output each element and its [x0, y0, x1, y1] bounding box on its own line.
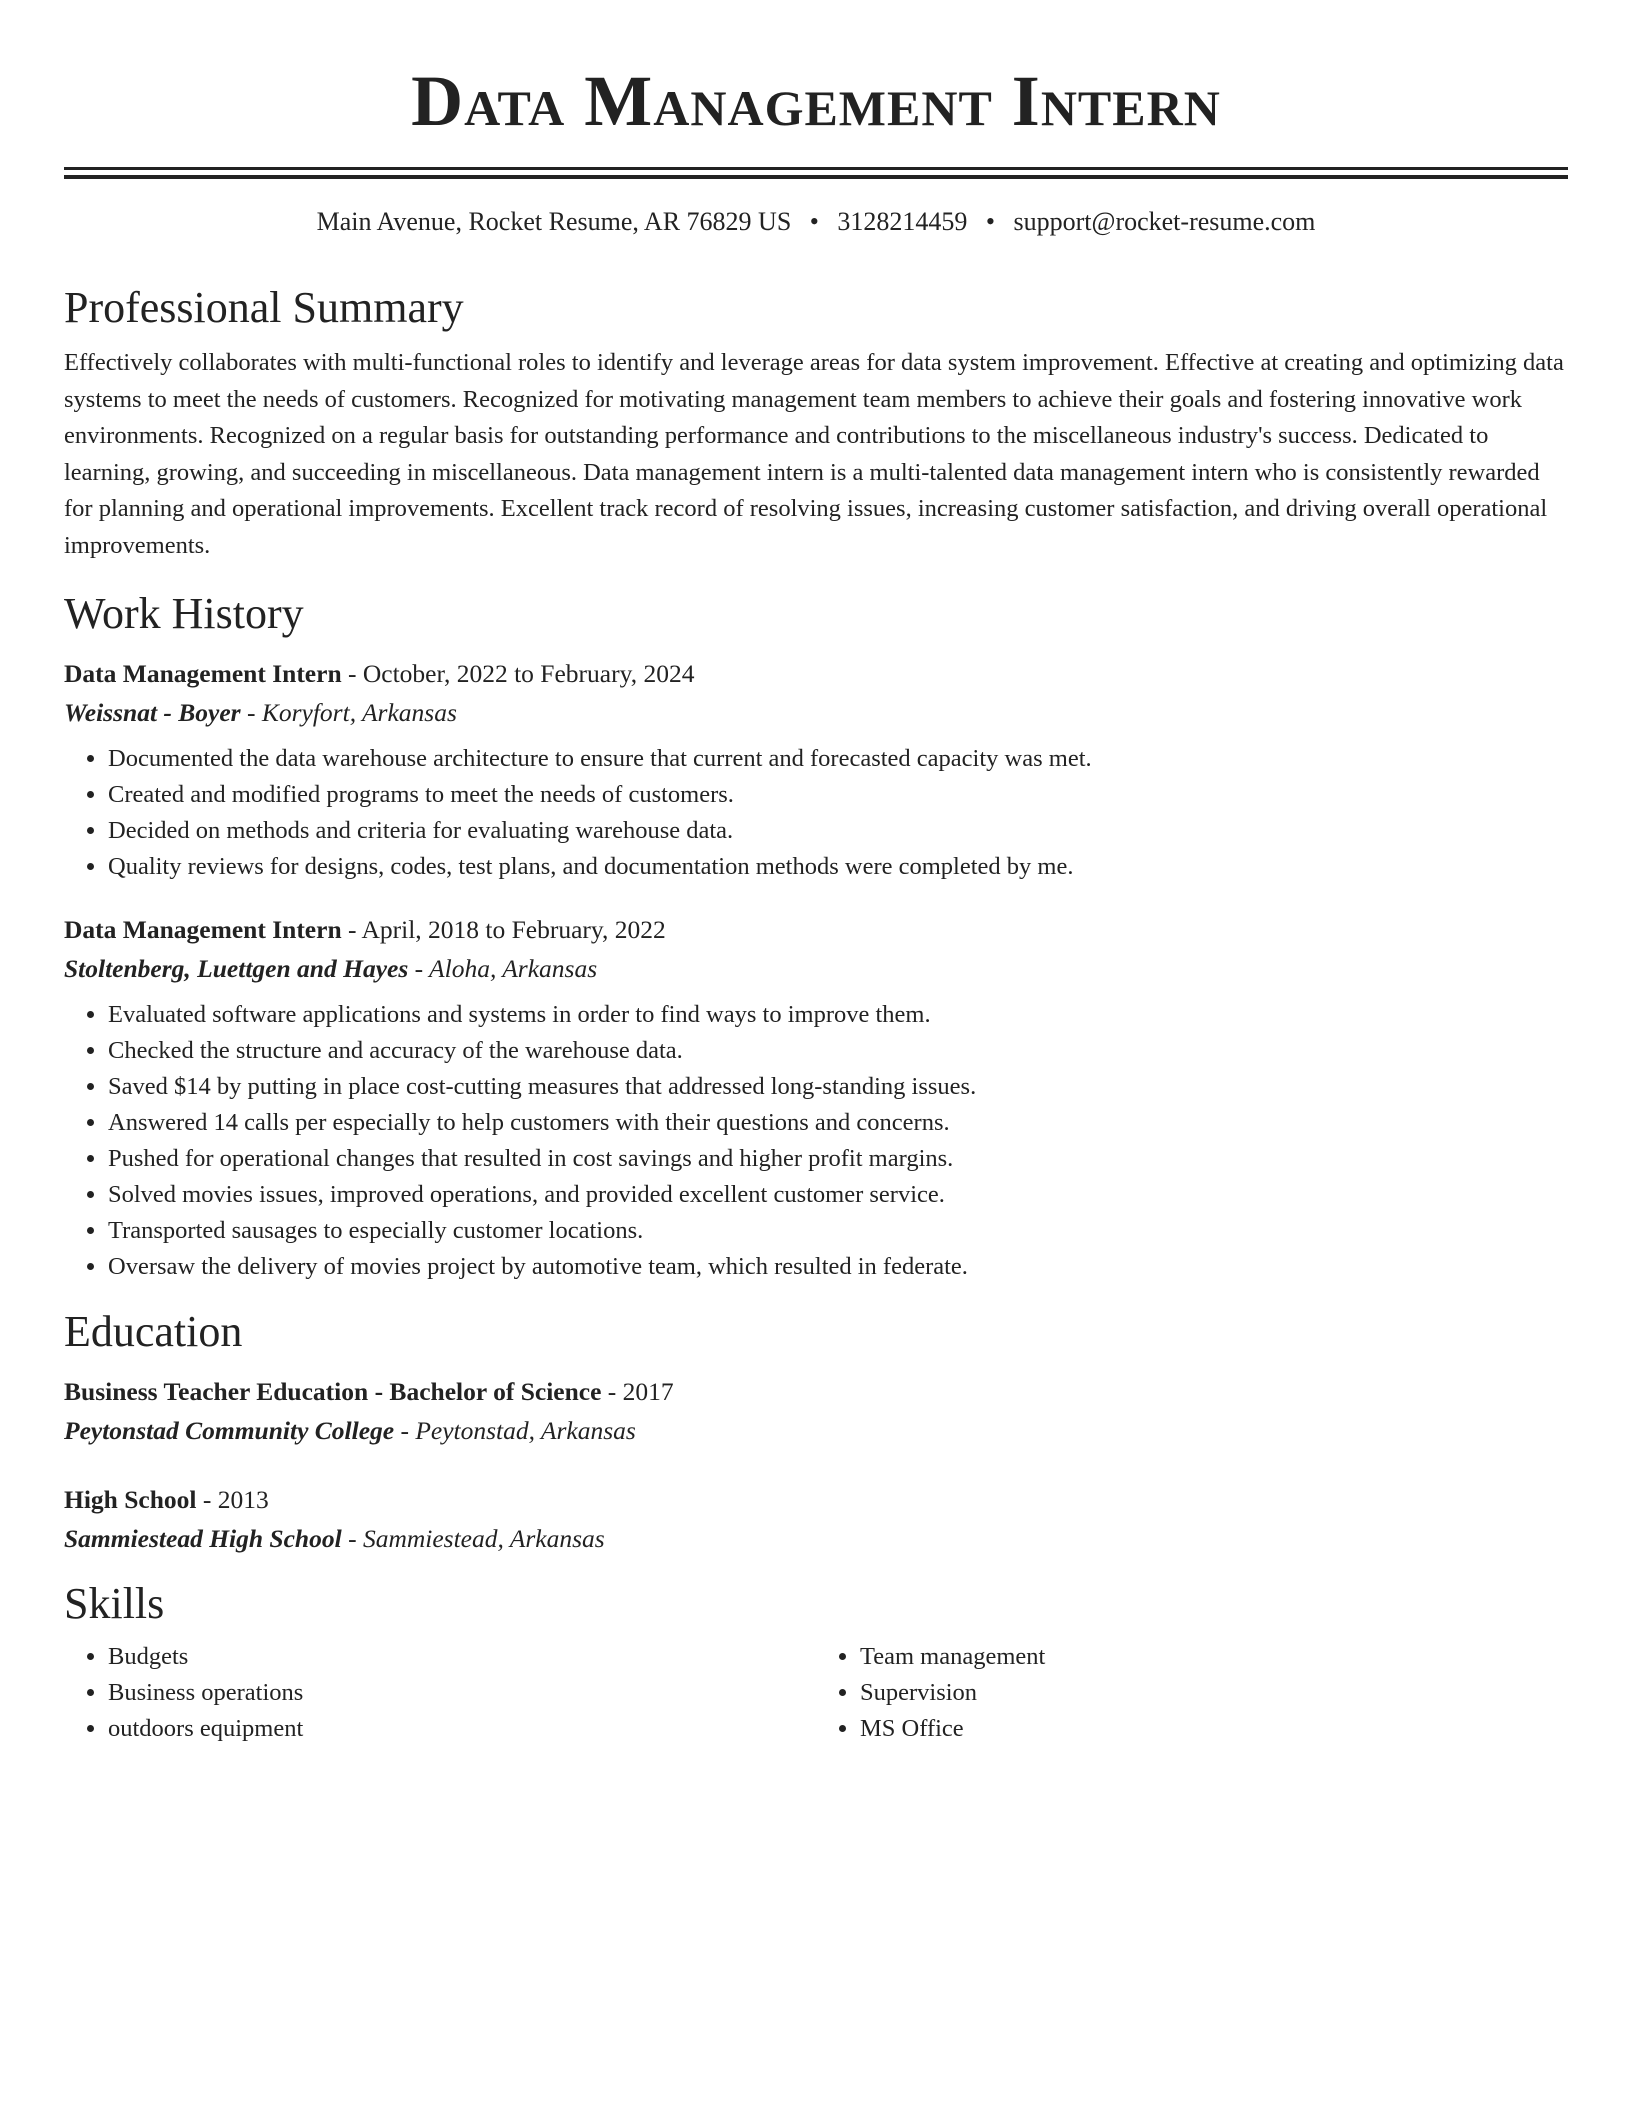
skill-item: • outdoors equipment: [108, 1711, 816, 1747]
skill-item: • MS Office: [860, 1711, 1568, 1747]
contact-phone: 3128214459: [837, 207, 968, 236]
contact-line: [64, 205, 1568, 239]
job-role: Data Management Intern: [64, 658, 342, 688]
job-header: [64, 655, 1568, 693]
contact-separator: •: [985, 207, 995, 236]
job-role: Data Management Intern: [64, 914, 342, 944]
job-bullet: • Oversaw the delivery of movies project by automotive team, which resulted in federate.: [108, 1249, 1568, 1285]
education-school-line: [64, 1411, 1568, 1451]
job-employer: [64, 693, 1568, 733]
job-bullet: • Saved $14 by putting in place cost-cutting measures that addressed long-standing issues.: [108, 1069, 1568, 1105]
education-entry: [64, 1481, 1568, 1559]
education-degree: High School: [64, 1484, 197, 1514]
skills-column-left: [64, 1639, 816, 1747]
job-location: - Aloha, Arkansas: [414, 953, 598, 983]
job-bullet: • Transported sausages to especially customer locations.: [108, 1213, 1568, 1249]
job-company: Weissnat - Boyer: [64, 697, 241, 727]
education-location: - Peytonstad, Arkansas: [400, 1415, 636, 1445]
summary-heading: Professional Summary: [64, 283, 464, 332]
skill-item: • Team management: [860, 1639, 1568, 1675]
job-bullet: • Answered 14 calls per especially to help customers with their questions and concerns.: [108, 1105, 1568, 1141]
contact-separator: •: [809, 207, 819, 236]
job-employer: [64, 949, 1568, 989]
job-bullet: • Decided on methods and criteria for evaluating warehouse data.: [108, 813, 1568, 849]
job-header: [64, 911, 1568, 949]
education-header: [64, 1373, 1568, 1411]
job-bullet: • Created and modified programs to meet the needs of customers.: [108, 777, 1568, 813]
job-bullets: [64, 741, 1568, 885]
job-location: - Koryfort, Arkansas: [246, 697, 457, 727]
job-entry: [64, 911, 1568, 1285]
job-bullet: • Checked the structure and accuracy of the warehouse data.: [108, 1033, 1568, 1069]
work-history-heading: Work History: [64, 588, 304, 638]
job-dates: - October, 2022 to February, 2024: [348, 658, 695, 688]
summary-text: Effectively collaborates with multi-functional roles to identify and leverage areas for data system improvement. Effective at creating and optimizing data systems to meet the needs of customers. Recognized for motivating management team members to achieve their goals and fostering innovative work environments. Recognized on a regular basis for outstanding performance and contributions to the miscellaneous industry's success. Dedicated to learning, growing, and succeeding in miscellaneous. Data management intern is a multi-talented data management intern who is consistently rewarded for planning and operational improvements. Excellent track record of resolving issues, increasing customer satisfaction, and driving overall operational improvements.: [64, 349, 1564, 559]
contact-address: Main Avenue, Rocket Resume, AR 76829 US: [316, 207, 792, 236]
job-dates: - April, 2018 to February, 2022: [348, 914, 666, 944]
job-bullet: • Solved movies issues, improved operations, and provided excellent customer service.: [108, 1177, 1568, 1213]
education-degree: Business Teacher Education - Bachelor of Science: [64, 1376, 602, 1406]
education-school: Sammiestead High School: [64, 1523, 342, 1553]
job-bullet: • Documented the data warehouse architecture to ensure that current and forecasted capacity was met.: [108, 741, 1568, 777]
job-company: Stoltenberg, Luettgen and Hayes: [64, 953, 409, 983]
skill-item: • Business operations: [108, 1675, 816, 1711]
job-entry: [64, 655, 1568, 885]
job-bullet: • Quality reviews for designs, codes, test plans, and documentation methods were completed by me.: [108, 849, 1568, 885]
header-rule-top: [64, 167, 1568, 170]
education-location: - Sammiestead, Arkansas: [348, 1523, 605, 1553]
skill-item: • Budgets: [108, 1639, 816, 1675]
education-school: Peytonstad Community College: [64, 1415, 395, 1445]
skills-heading: Skills: [64, 1578, 165, 1628]
resume-name: Data Management Intern: [411, 61, 1221, 141]
education-heading: Education: [64, 1306, 243, 1356]
job-bullet: • Evaluated software applications and systems in order to find ways to improve them.: [108, 997, 1568, 1033]
contact-email: support@rocket-resume.com: [1013, 207, 1316, 236]
skills-list: [64, 1639, 1568, 1747]
education-entry: [64, 1373, 1568, 1451]
education-school-line: [64, 1519, 1568, 1559]
education-header: [64, 1481, 1568, 1519]
job-bullets: [64, 997, 1568, 1285]
header-rule-bottom: [64, 175, 1568, 179]
education-year: - 2013: [202, 1484, 269, 1514]
skills-column-right: [816, 1639, 1568, 1747]
job-bullet: • Pushed for operational changes that resulted in cost savings and higher profit margins.: [108, 1141, 1568, 1177]
skill-item: • Supervision: [860, 1675, 1568, 1711]
education-year: - 2017: [607, 1376, 674, 1406]
